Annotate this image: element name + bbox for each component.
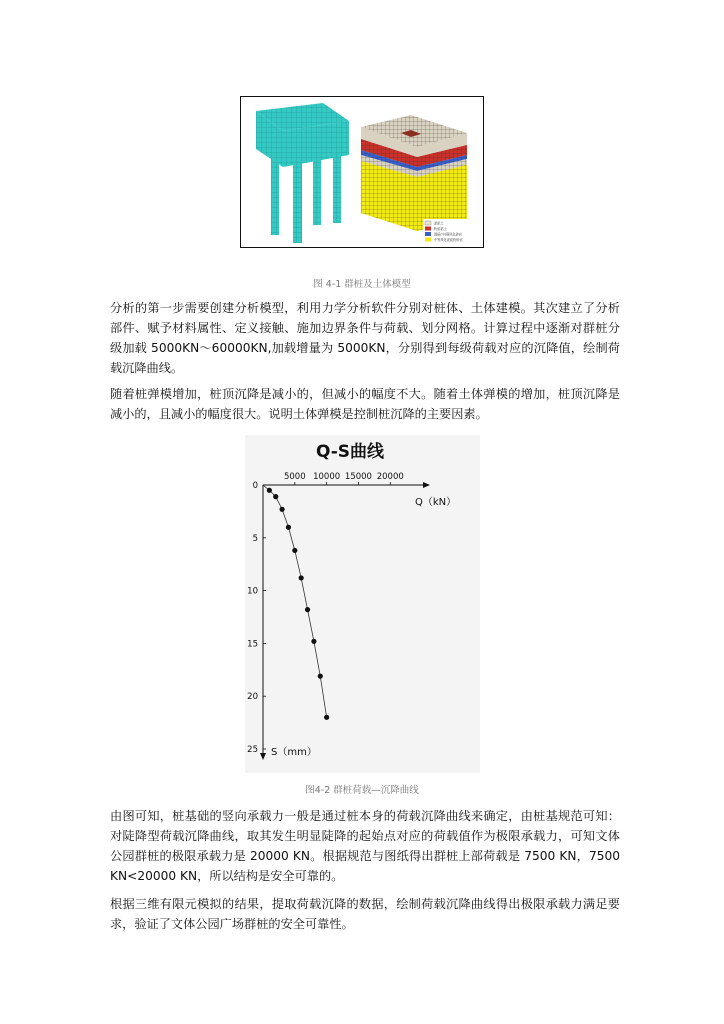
data-point [311,639,316,644]
data-point [267,488,272,493]
paragraph-analysis-model: 分析的第一步需要创建分析模型，利用力学分析软件分别对桩体、土体建模。其次建立了分析部件、赋予材料属性、定义接触、施加边界条件与荷载、划分网格。计算过程中逐渐对群桩分级加载 5000KN～60000KN,加载增量为 5000KN，分别得到每级荷载对应的沉降值，绘制荷载沉降曲线。 [110,301,620,375]
data-point [292,548,297,553]
y-tick-label: 0 [252,481,258,491]
legend-label-2: 粉质粘土 [434,227,447,231]
qs-chart-figure [245,435,480,773]
data-point [279,507,284,512]
x-tick-label: 5000 [283,472,306,482]
legend-swatch-3 [425,232,431,236]
data-point [305,607,310,612]
legend-swatch-4 [425,238,431,242]
paragraph-bearing-capacity: 由图可知，桩基础的竖向承载力一般是通过桩本身的荷载沉降曲线来确定，由桩基规范可知：对陡降型荷载沉降曲线，取其发生明显陡降的起始点对应的荷载值作为极限承载力，可知文体公园群桩的极限承载力是 20000 KN。根据规范与图纸得出群桩上部荷载是 7500 KN，7500 KN<20000 KN，所以结构是安全可靠的。 [110,809,620,883]
y-axis-label: S（mm） [271,747,317,758]
y-tick-label: 25 [247,745,258,755]
x-tick-label: 10000 [313,472,341,482]
paragraph-elastic-modulus: 随着桩弹模增加，桩顶沉降是减小的，但减小的幅度不大。随着土体弹模的增加，桩顶沉降是减小的，且减小的幅度很大。说明土体弹模是控制桩沉降的主要因素。 [110,387,620,421]
data-point [318,674,323,679]
data-point [273,494,278,499]
x-axis-arrow [423,482,430,488]
figure2-caption: 图4-2 群桩荷载—沉降曲线 [305,785,419,796]
data-point [286,525,291,530]
legend-label-3: 圆砾(中)强风化砂岩 [434,232,462,237]
data-point [324,715,329,720]
soil-legend [423,219,477,243]
legend-label-4: 中等风化泥质粉砂岩 [434,238,463,242]
legend-swatch-2 [425,227,431,231]
pile-soil-model-figure [240,96,484,248]
qs-chart [245,435,480,773]
soil-block [361,115,467,231]
pile-soil-model-image [241,97,482,246]
series-line [263,485,327,717]
legend-label-1: 淤泥土 [434,221,444,226]
y-tick-label: 20 [247,692,258,703]
legend-swatch-1 [425,221,431,225]
y-tick-label: 5 [252,533,258,544]
figure1-caption: 图 4-1 群桩及土体模型 [313,279,411,290]
chart-title: Q-S曲线 [315,442,385,462]
x-tick-label: 15000 [344,472,372,482]
y-tick-label: 15 [247,639,258,650]
data-point [299,575,304,580]
paragraph-conclusion: 根据三维有限元模拟的结果，提取荷载沉降的数据，绘制荷载沉降曲线得出极限承载力满足要求，验证了文体公园广场群桩的安全可靠性。 [110,897,620,931]
y-tick-label: 10 [247,586,258,597]
y-axis-arrow [260,753,266,760]
x-axis-label: Q（kN） [415,497,457,508]
x-tick-label: 20000 [376,472,404,482]
